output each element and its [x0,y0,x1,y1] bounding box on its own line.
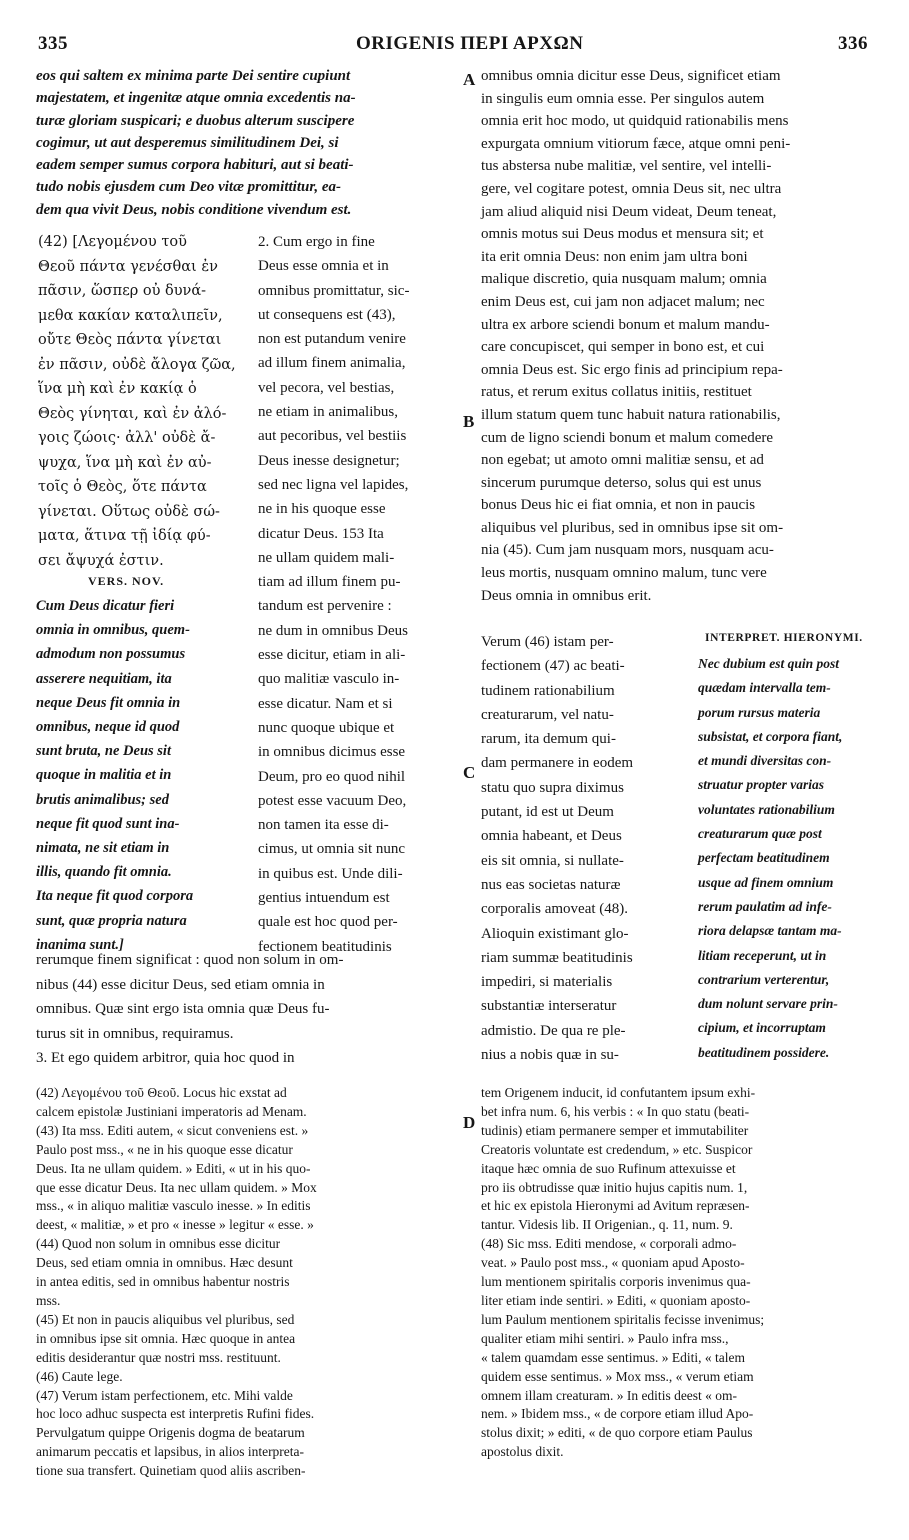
margin-marker-c: C [463,763,476,782]
text-line: omnia in omnibus, quem- [36,622,190,639]
text-line: aliquibus vel pluribus, sed in omnibus ipse sit om- [481,519,784,536]
text-line: brutis animalibus; sed [36,791,169,808]
text-line: admodum non possumus [36,646,186,663]
text-line: ματα, ἅτινα τῇ ἰδίᾳ φύ- [38,528,211,544]
note-line: Creatoris voluntate est credendum, » etc. Suspicor [481,1141,753,1157]
text-line: ἐν πᾶσιν, οὐδὲ ἄλογα ζῶα, [38,356,236,373]
text-line: enim Deus est, cui jam non adjacet malum; nec [481,293,765,310]
note-line: nem. » Ibidem mss., « de corpore etiam illud Apo- [481,1406,754,1422]
text-line: tiam ad illum finem pu- [258,574,401,591]
text-line: turus sit in omnibus, requiramus. [36,1025,234,1042]
text-line: impediri, si materialis [481,974,613,991]
text-line: omnia erit hoc modo, ut quidquid rationabilis mens [481,113,789,130]
text-line: creaturarum quæ post [698,826,822,842]
text-line: ratus, et rerum exitus collatus initiis, restituet [481,384,752,401]
note-line: Deus. Ita ne ullam quidem. » Editi, « ut in his quo- [36,1160,311,1176]
text-line: sunt bruta, ne Deus sit [36,743,171,760]
note-line: animarum peccatis et lapsibus, in alios interpreta- [36,1444,305,1460]
text-line: putant, id est ut Deum [481,804,614,821]
note-line: hoc loco adhuc suspecta est interpretis Rufini fides. [36,1406,315,1422]
text-line: ita erit omnia Deus: non enim jam ultra boni [481,248,748,265]
text-line: asserere nequitiam, ita [36,670,172,687]
text-line: neque Deus fit omnia in [36,694,181,711]
text-line: Ita neque fit quod corpora [36,888,194,905]
text-line: Nec dubium est quin post [698,656,840,671]
note-line: lum mentionem spiritalis corporis invenimus qua- [481,1274,751,1290]
text-line: contrarium verterentur, [698,971,830,987]
note-line: mss., « in aliquo malitiæ vasculo inesse. » In editis [36,1198,311,1214]
left-bottom-paragraph [36,948,343,1071]
text-line: quale est hoc quod per- [258,914,398,931]
text-line: omnia Deus est. Sic ergo finis ad principium repa- [481,361,783,378]
text-line: nibus (44) esse dicitur Deus, sed etiam omnia in [36,976,325,993]
interpret-heading: INTERPRET. HIERONYMI. [705,632,863,644]
text-line: πᾶσιν, ὥσπερ οὐ δυνά- [38,283,207,299]
text-line: Deus esse omnia et in [258,258,389,275]
text-line: dicatur Deus. 153 Ita [258,525,384,542]
text-line: rerumque finem significat : quod non solum in om- [36,952,344,968]
text-line: non egebat; ut amoto omni malitiæ sensu, et ad [481,452,764,469]
text-line: et mundi diversitas con- [698,753,832,769]
note-line: lum Paulum mentionem spiritalis fecisse invenimus; [481,1311,765,1327]
note-line: stolus dixit; » editi, « de quo corpore etiam Paulus [481,1425,753,1441]
text-line: porum rursus materia [698,704,821,720]
text-line: riora delapsæ tantam ma- [698,923,842,939]
text-line: quædam intervalla tem- [698,680,831,696]
text-line: γοις ζώοις· ἀλλ' οὐδὲ ἄ- [38,430,216,446]
text-line: in omnibus dicimus esse [258,744,406,761]
text-line: ne in his quoque esse [258,501,386,518]
text-line: σει ἄψυχά ἐστιν. [38,552,164,569]
text-line: voluntates rationabilium [698,801,835,817]
text-line: care concupiscet, qui semper in bono est, et cui [481,339,765,356]
text-line: cogimur, ut aut desperemus similitudinem Dei, si [36,134,339,151]
text-line: τοῖς ὁ Θεὸς, ὅτε πάντα [38,479,207,495]
text-line: cimus, ut omnia sit nunc [258,841,406,858]
note-line: quidem esse sentimus. » Mox mss., « verum etiam [481,1368,754,1384]
text-line: sincerum purumque deterso, solus qui est unus [481,474,762,491]
text-line: potest esse vacuum Deo, [258,792,407,809]
note-line: veat. » Paulo post mss., « quoniam apud Aposto- [481,1255,745,1271]
interpret-text [698,652,842,1065]
right-page-number: 336 [838,33,868,54]
text-line: nius a nobis quæ in su- [481,1047,619,1064]
text-line: leus mortis, nusquam omnino malum, tunc vere [481,565,767,582]
text-line: Θεοῦ πάντα γενέσθαι ἐν [38,258,218,275]
text-line: gere, vel cogitare potest, omnia Deus sit, nec ultra [481,180,782,197]
note-line: « talem quamdam esse sentimus. » Editi, « talem [481,1349,745,1365]
text-line: statu quo supra diximus [481,779,624,796]
text-line: omnibus, neque id quod [36,719,180,736]
text-line: tandum est pervenire : [258,598,392,615]
text-line: rerum paulatim ad infe- [698,898,832,914]
text-line: turæ gloriam suspicari; e duobus alterum suscipere [36,112,355,129]
note-line: pro iis obtrudisse quæ initio hujus capitis num. 1, [481,1179,748,1195]
text-line: οὔτε Θεὸς πάντα γίνεται [38,332,222,348]
right-top-paragraph [481,65,790,607]
text-line: esse dicitur, etiam in ali- [258,647,406,664]
text-line: in singulis eum omnia esse. Per singulos autem [481,90,765,107]
text-line: eos qui saltem ex minima parte Dei sentire cupiunt [36,68,351,84]
text-line: tus abstersa nube malitiæ, vel sentire, vel intelli- [481,158,772,175]
note-line: bet infra num. 6, his verbis : « In quo statu (beati- [481,1103,750,1119]
text-line: jam aliud aliquid nisi Deum videat, Deum teneat, [481,203,777,220]
text-line: fectionem beatitudinis [258,938,392,955]
text-line: ἵνα μὴ καὶ ἐν κακίᾳ ὁ [38,381,197,397]
running-title: ORIGENIS ΠΕΡΙ ΑΡΧΩΝ [356,33,584,54]
text-line: nunc quoque ubique et [258,719,395,736]
note-line: Pervulgatum quippe Origenis dogma de beatarum [36,1425,305,1441]
text-line: Θεὸς γίνηται, καὶ ἐν ἀλό- [38,405,227,422]
text-line: usque ad finem omnium [698,874,834,890]
left-page-number: 335 [38,33,68,54]
note-line: (45) Et non in paucis aliquibus vel pluribus, sed [36,1311,295,1327]
text-line: omnibus promittatur, sic- [258,282,410,299]
note-line: (48) Sic mss. Editi mendose, « corporali admo- [481,1236,737,1252]
center-column [258,230,409,959]
notes-right [481,1084,764,1462]
text-line: Verum (46) istam per- [481,634,614,650]
text-line: (42) [Λεγομένου τοῦ [38,234,187,250]
greek-fragment [38,230,236,573]
text-line: malique discretio, quia nusquam malum; omnia [481,271,767,288]
margin-marker-b: B [463,412,475,431]
vers-nov-heading: VERS. NOV. [88,574,165,588]
note-line: tudinis) etiam permanere semper et immutabiliter [481,1122,749,1138]
text-line: cipium, et incorruptam [698,1020,826,1036]
left-top-paragraph [36,65,356,221]
note-line: tem Origenem inducit, id confutantem ipsum exhi- [481,1085,756,1100]
text-line: omnibus. Quæ sint ergo ista omnia quæ Deus fu- [36,1001,330,1017]
text-line: nimata, ne sit etiam in [36,840,170,857]
note-line: mss. [36,1292,61,1308]
text-line: omnia habeant, et Deus [481,828,622,845]
text-line: subsistat, et corpora fiant, [698,728,843,744]
note-line: (44) Quod non solum in omnibus esse dicitur [36,1236,281,1252]
text-line: vel pecora, vel bestias, [258,379,395,396]
margin-marker-d: D [463,1113,476,1132]
note-line: in antea editis, sed in omnibus habentur nostris [36,1274,290,1290]
note-line: et hic ex epistola Hieronymi ad Avitum repræsen- [481,1198,750,1214]
text-line: ne etiam in animalibus, [258,404,398,421]
note-line: Paulo post mss., « ne in his quoque esse dicatur [36,1141,293,1157]
text-line: majestatem, et ingenitæ atque omnia excedentis na- [36,90,356,107]
text-line: rarum, ita demum qui- [481,731,616,748]
text-line: ne ullam quidem mali- [258,549,395,566]
text-line: nus eas societas naturæ [481,876,621,893]
text-line: esse dicatur. Nam et si [258,695,393,712]
text-line: perfectam beatitudinem [698,850,830,866]
text-line: Cum Deus dicatur fieri [36,598,175,614]
note-line: omnem illam creaturam. » In editis deest « om- [481,1387,738,1403]
note-line: in omnibus ipse sit omnia. Hæc quoque in antea [36,1330,296,1346]
text-line: dam permanere in eodem [481,755,634,772]
note-line: itaque hæc omnia de suo Rufinum attexuisse et [481,1160,736,1176]
text-line: 2. Cum ergo in fine [258,234,375,250]
note-line: qualiter etiam mihi sentiri. » Paulo infra mss., [481,1330,729,1346]
text-line: sed nec ligna vel lapides, [258,476,409,493]
note-line: calcem epistolæ Justiniani imperatoris ad Menam. [36,1103,307,1119]
text-line: quoque in malitia et in [36,767,172,784]
text-line: nia (45). Cum jam nusquam mors, nusquam acu- [481,542,774,559]
note-line: (42) Λεγομένου τοῦ Θεοῦ. Locus hic exstat ad [36,1085,287,1100]
text-line: quo malitiæ vasculo in- [258,671,400,688]
text-line: μεθα κακίαν καταλιπεῖν, [38,307,223,324]
note-line: tantur. Videsis lib. II Origenian., q. 11, num. 9. [481,1217,733,1233]
text-line: ne dum in omnibus Deus [258,622,408,639]
note-line: tione sua transfert. Quinetiam quod aliis ascriben- [36,1463,306,1479]
text-line: inanima sunt.] [36,936,124,953]
text-line: dem qua vivit Deus, nobis conditione vivendum est. [36,201,352,218]
text-line: ultra ex arbore sciendi bonum et malum mandu- [481,316,770,333]
text-line: aut pecoribus, vel bestiis [258,428,407,445]
text-line: eadem semper sumus corpora habituri, aut si beati- [36,157,354,174]
text-line: Deus inesse designetur; [258,452,400,469]
note-line: Deus, sed etiam omnia in omnibus. Hæc desunt [36,1255,293,1271]
text-line: ad illum finem animalia, [258,355,406,372]
text-line: ut consequens est (43), [258,306,396,323]
text-line: litiam receperunt, ut in [698,947,827,963]
text-line: illis, quando fit omnia. [36,864,172,881]
notes-left [36,1084,317,1481]
right-sub-column [481,630,633,1067]
text-line: omnis motus sui Deus modus et mensura sit; et [481,226,764,243]
text-line: tudinem rationabilium [481,682,615,699]
text-line: 3. Et ego quidem arbitror, quia hoc quod in [36,1050,295,1066]
note-line: deest, « malitiæ, » et pro « inesse » legitur « esse. » [36,1217,314,1233]
margin-marker-a: A [463,70,476,89]
text-line: Deum, pro eo quod nihil [258,768,406,785]
text-line: sunt, quæ propria natura [36,912,187,929]
text-line: gentius intuendum est [258,890,390,907]
text-line: struatur propter varias [698,777,825,793]
text-line: Alioquin existimant glo- [481,925,629,942]
text-line: bonus Deus hic ei fiat omnia, et non in paucis [481,497,756,514]
text-line: substantiæ interseratur [481,998,617,1015]
text-line: creaturarum, vel natu- [481,706,614,723]
text-line: Deus omnia in omnibus erit. [481,587,652,604]
text-line: riam summæ beatitudinis [481,949,633,966]
note-line: editis desiderantur quæ nostri mss. restituunt. [36,1349,281,1365]
note-line: liter etiam inde sentiri. » Editi, « quoniam aposto- [481,1292,751,1308]
text-line: non tamen ita esse di- [258,817,389,834]
text-line: admistio. De qua re ple- [481,1022,626,1039]
text-line: γίνεται. Οὕτως οὐδὲ σώ- [38,503,220,520]
text-line: ψυχα, ἵνα μὴ καὶ ἐν αὐ- [38,454,212,471]
note-line: (46) Caute lege. [36,1368,123,1384]
text-line: in quibus est. Unde dili- [258,865,403,882]
text-line: expurgata omnium vitiorum fæce, atque omni peni- [481,135,791,152]
note-line: que esse dicatur Deus. Ita nec ullam quidem. » Mox [36,1179,317,1195]
text-line: eis sit omnia, si nullate- [481,852,624,869]
text-line: non est putandum venire [258,331,406,348]
text-line: neque fit quod sunt ina- [36,815,180,832]
text-line: dum nolunt servare prin- [698,996,838,1012]
vers-nov-text [36,594,193,957]
text-line: omnibus omnia dicitur esse Deus, significet etiam [481,68,781,84]
text-line: corporalis amoveat (48). [481,901,629,918]
note-line: (47) Verum istam perfectionem, etc. Mihi valde [36,1387,293,1403]
text-line: beatitudinem possidere. [698,1044,830,1060]
text-line: tudo nobis ejusdem cum Deo vitæ promittitur, ea- [36,179,342,196]
text-line: illum statum quem tunc habuit natura rationabilis, [481,406,781,423]
text-line: fectionem (47) ac beati- [481,658,625,675]
note-line: (43) Ita mss. Editi autem, « sicut conveniens est. » [36,1122,309,1138]
note-line: apostolus dixit. [481,1444,564,1460]
text-line: cum de ligno sciendi bonum et malum comedere [481,429,774,446]
